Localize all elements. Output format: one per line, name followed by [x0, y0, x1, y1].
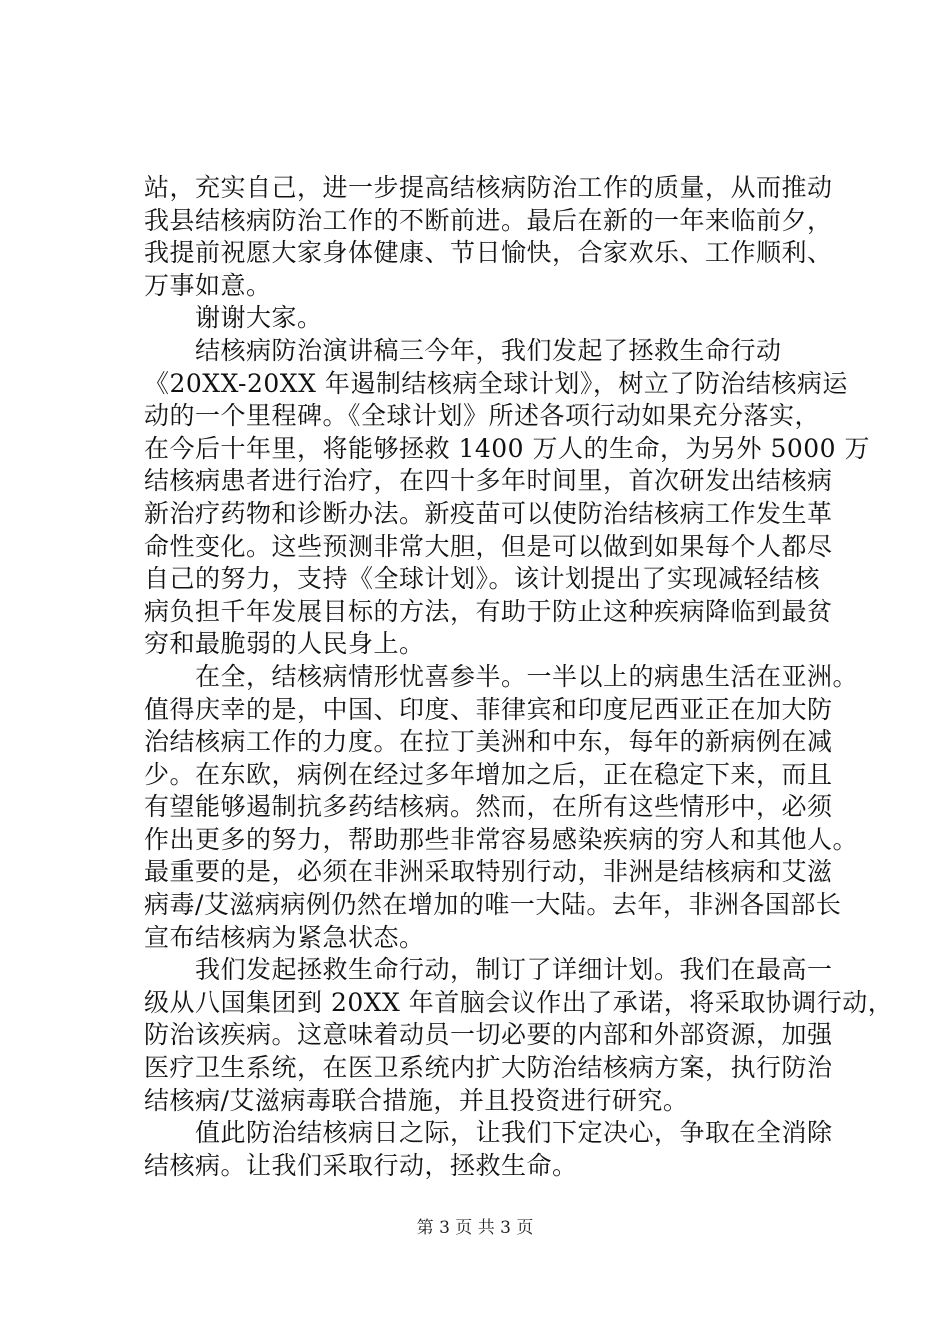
text-line: 作出更多的努力，帮助那些非常容易感染疾病的穷人和其他人。 [144, 824, 859, 854]
text-line: 结核病防治演讲稿三今年，我们发起了拯救生命行动 [144, 335, 782, 365]
text-line: 在今后十年里，将能够拯救 1400 万人的生命，为另外 5000 万 [144, 433, 871, 463]
text-line: 站，充实自己，进一步提高结核病防治工作的质量，从而推动 [144, 173, 833, 202]
text-line: 少。在东欧，病例在经过多年增加之后，正在稳定下来，而且 [144, 759, 833, 789]
text-line: 结核病。让我们采取行动，拯救生命。 [144, 1150, 578, 1180]
text-line: 《20XX-20XX 年遏制结核病全球计划》，树立了防治结核病运 [144, 368, 848, 398]
text-line: 值此防治结核病日之际，让我们下定决心，争取在全消除 [144, 1118, 833, 1148]
text-line: 新治疗药物和诊断办法。新疫苗可以使防治结核病工作发生革 [144, 498, 833, 528]
text-line: 值得庆幸的是，中国、印度、菲律宾和印度尼西亚正在加大防 [144, 694, 833, 724]
text-line: 在全，结核病情形忧喜参半。一半以上的病患生活在亚洲。 [144, 661, 859, 691]
text-line: 病负担千年发展目标的方法，有助于防止这种疾病降临到最贫 [144, 596, 833, 626]
text-line: 级从八国集团到 20XX 年首脑会议作出了承诺，将采取协调行动， [144, 987, 894, 1017]
text-line: 自己的努力，支持《全球计划》。该计划提出了实现减轻结核 [144, 564, 821, 594]
text-line: 最重要的是，必须在非洲采取特别行动，非洲是结核病和艾滋 [144, 857, 833, 887]
text-line: 结核病患者进行治疗，在四十多年时间里，首次研发出结核病 [144, 466, 833, 496]
text-line: 结核病/艾滋病毒联合措施，并且投资进行研究。 [144, 1085, 689, 1115]
text-line: 防治该疾病。这意味着动员一切必要的内部和外部资源，加强 [144, 1020, 833, 1050]
text-line: 我县结核病防治工作的不断前进。最后在新的一年来临前夕， [144, 205, 833, 235]
document-body [144, 172, 894, 1182]
text-line: 万事如意。 [144, 270, 272, 300]
page-number-footer: 第 3 页 共 3 页 [416, 1218, 534, 1238]
text-line: 命性变化。这些预测非常大胆，但是可以做到如果每个人都尽 [144, 531, 833, 561]
text-line: 病毒/艾滋病病例仍然在增加的唯一大陆。去年，非洲各国部长 [144, 890, 842, 920]
text-line: 宣布结核病为紧急状态。 [144, 922, 425, 952]
text-line: 我提前祝愿大家身体健康、节日愉快，合家欢乐、工作顺利、 [144, 238, 833, 268]
text-line: 治结核病工作的力度。在拉丁美洲和中东，每年的新病例在减 [144, 727, 833, 757]
text-line: 我们发起拯救生命行动，制订了详细计划。我们在最高一 [144, 955, 833, 985]
text-line: 动的一个里程碑。《全球计划》所述各项行动如果充分落实， [144, 401, 821, 431]
text-line: 穷和最脆弱的人民身上。 [144, 629, 425, 659]
text-line: 医疗卫生系统，在医卫系统内扩大防治结核病方案，执行防治 [144, 1053, 833, 1083]
text-line: 有望能够遏制抗多药结核病。然而，在所有这些情形中，必须 [144, 792, 833, 822]
text-line: 谢谢大家。 [144, 303, 323, 333]
